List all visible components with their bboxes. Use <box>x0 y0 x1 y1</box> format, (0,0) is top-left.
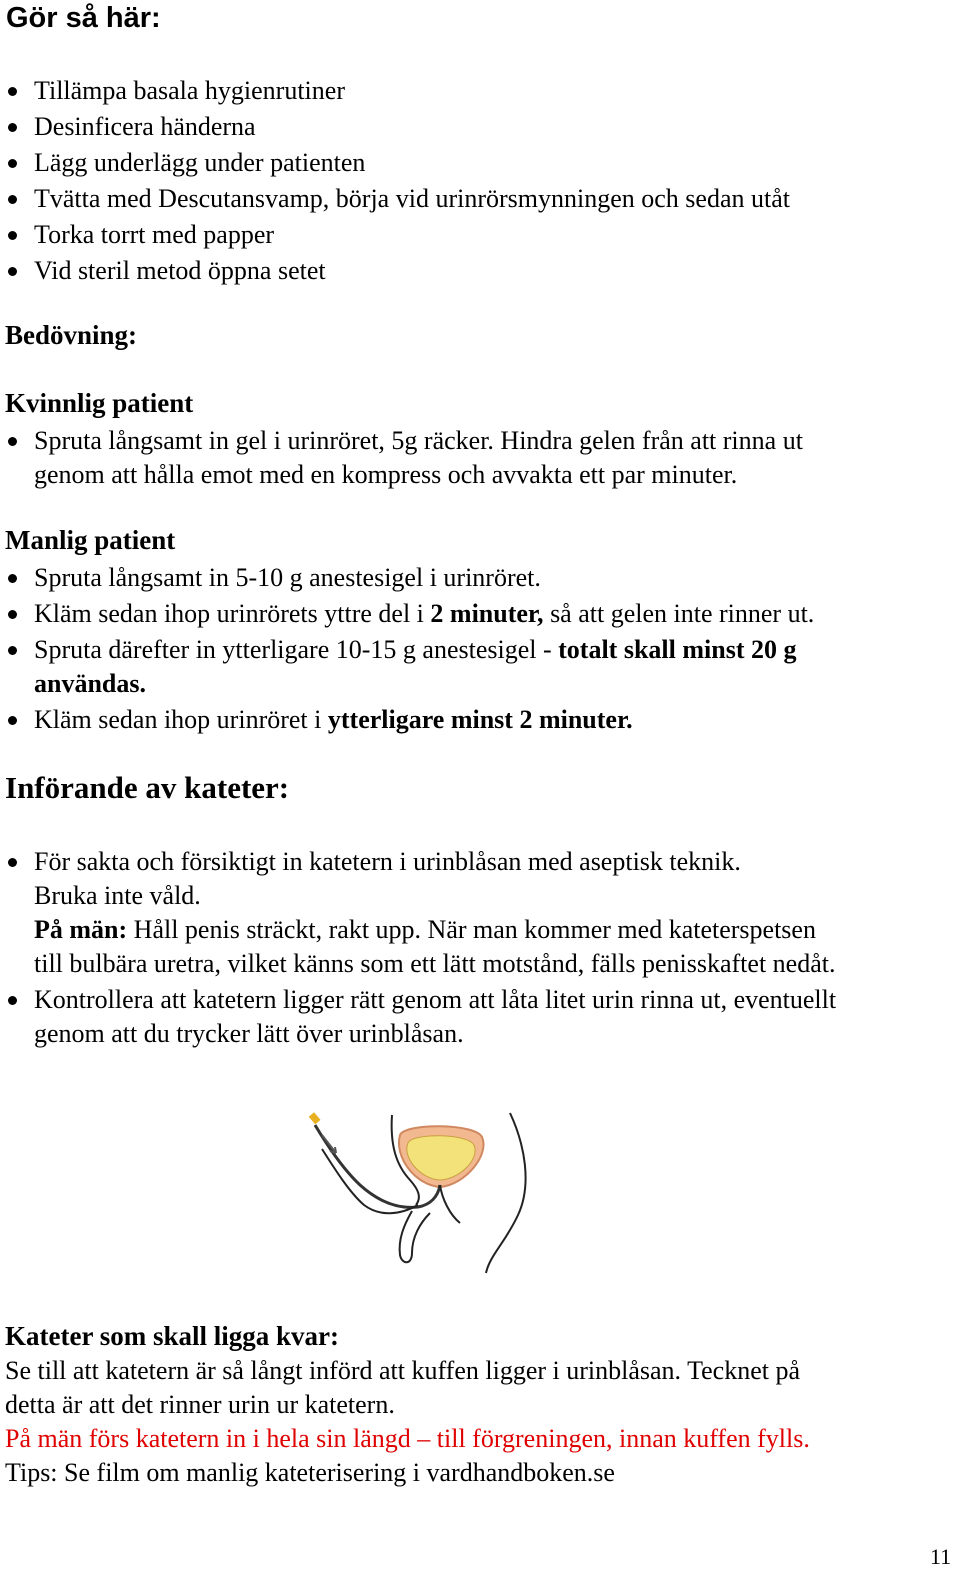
female-item-line: genom att hålla emot med en kompress och avvakta ett par minuter. <box>34 460 738 489</box>
list-item: Lägg underlägg under patienten <box>4 146 954 180</box>
insertion-line: För sakta och försiktigt in katetern i urinblåsan med aseptisk teknik. <box>34 847 741 876</box>
list-item <box>4 597 954 631</box>
list-item: Tvätta med Descutansvamp, börja vid urinrörsmynningen och sedan utåt <box>4 182 954 216</box>
insertion-line: Kontrollera att katetern ligger rätt genom att låta litet urin rinna ut, eventuellt <box>34 985 837 1014</box>
male-patient-heading: Manlig patient <box>5 525 176 555</box>
insertion-line: genom att du trycker lätt över urinblåsan. <box>34 1019 464 1048</box>
page-heading: Gör så här: <box>6 2 161 34</box>
red-warning-line: På män förs katetern in i hela sin längd – till förgreningen, innan kuffen fylls. <box>5 1424 810 1453</box>
list-item <box>4 845 954 981</box>
item-text: Kläm sedan ihop urinröret i <box>34 705 328 734</box>
item-text: så att gelen inte rinner ut. <box>543 599 815 628</box>
list-item: Vid steril metod öppna setet <box>4 254 954 288</box>
scrotum-outline <box>400 1211 430 1262</box>
item-bold-text: 2 minuter, <box>430 599 544 628</box>
list-item: Tillämpa basala hygienrutiner <box>4 74 954 108</box>
item-text: Spruta därefter in ytterligare 10-15 g anestesigel - <box>34 635 559 664</box>
item-text: Kläm sedan ihop urinrörets yttre del i <box>34 599 431 628</box>
tips-line: Tips: Se film om manlig kateterisering i vardhandboken.se <box>5 1458 615 1487</box>
pelvic-outline <box>440 1185 460 1223</box>
page-number: 11 <box>930 1544 952 1569</box>
catheter-illustration <box>300 1105 540 1275</box>
list-item: Spruta långsamt in 5-10 g anestesigel i urinröret. <box>4 561 954 595</box>
anesthesia-heading: Bedövning: <box>5 320 138 350</box>
insertion-line: Bruka inte våld. <box>34 881 201 910</box>
list-item: Torka torrt med papper <box>4 218 954 252</box>
female-patient-heading: Kvinnlig patient <box>5 388 194 418</box>
body-outline <box>486 1113 526 1273</box>
insertion-list <box>4 845 954 1051</box>
list-item <box>4 703 954 737</box>
insertion-line: till bulbära uretra, vilket känns som ett lätt motstånd, fälls penisskaftet nedåt. <box>34 949 836 978</box>
female-item-line: Spruta långsamt in gel i urinröret, 5g räcker. Hindra gelen från att rinna ut <box>34 426 803 455</box>
men-label: På män: <box>34 915 128 944</box>
item-bold-text: totalt skall minst 20 g <box>558 635 797 664</box>
list-item <box>4 633 954 701</box>
insertion-heading: Införande av kateter: <box>5 770 290 805</box>
male-list <box>4 561 954 737</box>
insertion-line: Håll penis sträckt, rakt upp. När man kommer med kateterspetsen <box>127 915 816 944</box>
item-bold-text: ytterligare minst 2 minuter. <box>327 705 633 734</box>
list-item: Desinficera händerna <box>4 110 954 144</box>
female-list <box>4 424 954 492</box>
indwelling-line: detta är att det rinner urin ur katetern. <box>5 1390 395 1419</box>
indwelling-text <box>5 1354 955 1490</box>
list-item <box>4 424 954 492</box>
item-bold-text: användas. <box>34 669 146 698</box>
indwelling-heading: Kateter som skall ligga kvar: <box>5 1321 339 1351</box>
catheter-tip <box>309 1112 321 1124</box>
indwelling-line: Se till att katetern är så långt införd att kuffen ligger i urinblåsan. Tecknet på <box>5 1356 801 1385</box>
direction-arrow-icon <box>322 1135 336 1153</box>
list-item <box>4 983 954 1051</box>
steps-list <box>4 74 954 288</box>
